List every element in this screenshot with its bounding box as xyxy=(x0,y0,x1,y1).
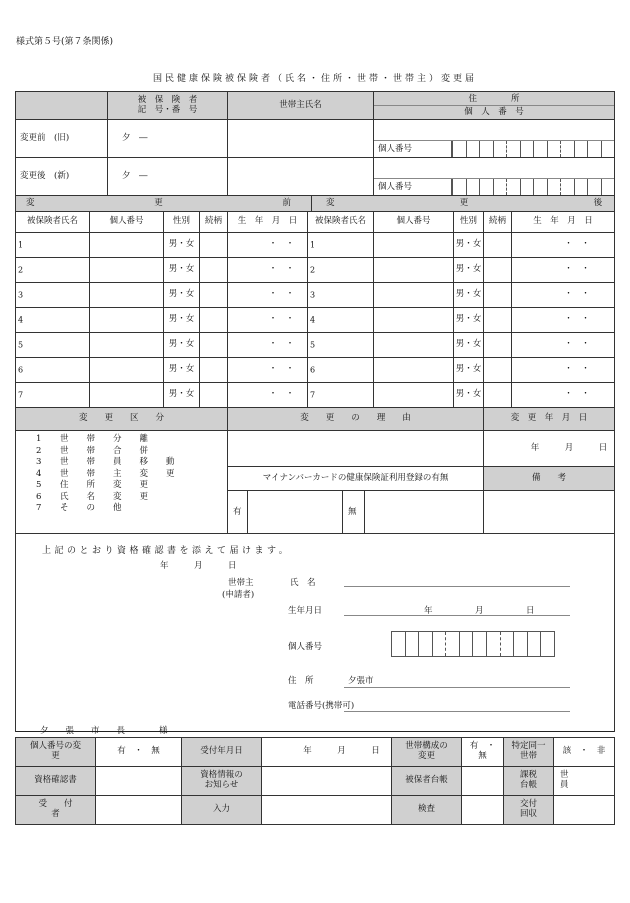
reason-title: 変 更 の 理 由 xyxy=(228,408,484,431)
member-dob-before[interactable]: ・ ・ xyxy=(228,258,308,283)
member-dob-after[interactable]: ・ ・ xyxy=(512,333,615,358)
has-input[interactable] xyxy=(248,491,343,533)
member-rel-before[interactable] xyxy=(200,358,228,383)
member-sex-before[interactable]: 男・女 xyxy=(164,283,200,308)
category-text: 世帯分離 xyxy=(60,434,167,444)
before-banner xyxy=(16,196,312,211)
member-pn-before[interactable] xyxy=(90,383,164,408)
col-pn-before: 個人番号 xyxy=(90,212,164,233)
member-pn-before[interactable] xyxy=(90,333,164,358)
after-address-cell xyxy=(374,158,615,196)
member-sex-after[interactable]: 男・女 xyxy=(454,233,484,258)
before-code-input[interactable]: 夕 ― xyxy=(108,120,228,158)
applicant-phone-line[interactable] xyxy=(344,711,570,712)
category-text: 世帯員移動 xyxy=(60,457,193,467)
col-name-before: 被保険者氏名 xyxy=(16,212,90,233)
member-rel-after[interactable] xyxy=(484,258,512,283)
member-rel-after[interactable] xyxy=(484,358,512,383)
row-number: 3 xyxy=(18,290,24,300)
issue-line2: 回収 xyxy=(519,809,537,819)
after-label: 変更後 (新) xyxy=(16,158,108,196)
pn-change-line2: 更 xyxy=(51,751,60,761)
row-number: 2 xyxy=(18,265,24,275)
applicant-role-sub: (申請者) xyxy=(222,590,255,600)
member-sex-before[interactable]: 男・女 xyxy=(164,233,200,258)
member-sex-after[interactable]: 男・女 xyxy=(454,383,484,408)
reception-label xyxy=(16,796,96,825)
member-name-before[interactable] xyxy=(16,233,90,258)
after-address-input[interactable] xyxy=(374,158,614,179)
applicant-address-line xyxy=(344,687,570,688)
specified-line1: 特定同一 xyxy=(511,741,546,752)
member-sex-before[interactable]: 男・女 xyxy=(164,308,200,333)
ledger-input[interactable] xyxy=(462,767,504,796)
before-label: 変更前 (旧) xyxy=(16,120,108,158)
member-sex-after[interactable]: 男・女 xyxy=(454,358,484,383)
member-name-after[interactable] xyxy=(308,333,374,358)
banner-char: 後 xyxy=(593,198,603,208)
member-pn-after[interactable] xyxy=(374,258,454,283)
member-pn-before[interactable] xyxy=(90,358,164,383)
category-num: 6 xyxy=(36,491,42,502)
pn-change-line1: 個人番号の変 xyxy=(29,741,81,752)
member-name-before[interactable] xyxy=(16,258,90,283)
category-list xyxy=(16,431,228,534)
category-text: 氏名変更 xyxy=(60,491,167,502)
member-name-before[interactable] xyxy=(16,383,90,408)
none-input[interactable] xyxy=(365,491,483,533)
member-pn-after[interactable] xyxy=(374,358,454,383)
ledger-label: 被保者台帳 xyxy=(392,767,462,796)
member-sex-after[interactable]: 男・女 xyxy=(454,333,484,358)
reception-line2: 者 xyxy=(51,809,60,819)
before-pn-boxes[interactable] xyxy=(452,141,614,157)
member-pn-before[interactable] xyxy=(90,308,164,333)
remarks-input[interactable] xyxy=(484,491,615,534)
member-rel-before[interactable] xyxy=(200,333,228,358)
member-dob-after[interactable]: ・ ・ xyxy=(512,283,615,308)
member-pn-after[interactable] xyxy=(374,383,454,408)
insured-label-2: 記 号・番 号 xyxy=(137,104,198,115)
category-item[interactable] xyxy=(36,469,227,481)
input-label: 入力 xyxy=(182,796,262,825)
category-num: 4 xyxy=(36,468,42,479)
member-row xyxy=(16,358,615,383)
category-num: 7 xyxy=(36,503,42,513)
category-num: 2 xyxy=(36,445,42,456)
issue-cell[interactable] xyxy=(554,796,615,825)
specified-applicable[interactable]: 該 ・ 非 xyxy=(554,738,615,767)
form-id: 様式第５号(第７条関係) xyxy=(16,37,114,47)
after-head-input[interactable] xyxy=(228,158,374,196)
member-name-before[interactable] xyxy=(16,333,90,358)
category-text: 住所変更 xyxy=(60,480,167,490)
change-date-input[interactable]: 年 月 日 xyxy=(484,431,615,467)
col-rel-after: 続柄 xyxy=(484,212,512,233)
member-sex-after[interactable]: 男・女 xyxy=(454,308,484,333)
category-text: その他 xyxy=(60,503,140,513)
row-number: 3 xyxy=(310,290,316,300)
member-rel-after[interactable] xyxy=(484,283,512,308)
check-label: 検査 xyxy=(392,796,462,825)
applicant-pn-boxes[interactable] xyxy=(391,631,555,657)
member-row xyxy=(16,333,615,358)
member-row xyxy=(16,383,615,408)
after-pn-label: 個人番号 xyxy=(374,179,452,195)
banner-char: 前 xyxy=(282,198,291,208)
tax-member-line1: 世 xyxy=(560,770,569,781)
applicant-dob-input[interactable]: 年 月 日 xyxy=(424,606,535,616)
change-banner xyxy=(16,196,615,212)
column-header-row xyxy=(16,212,615,233)
member-dob-after[interactable]: ・ ・ xyxy=(512,258,615,283)
after-code-input[interactable]: 夕 ― xyxy=(108,158,228,196)
member-rel-before[interactable] xyxy=(200,383,228,408)
qual-info-line1: 資格情報の xyxy=(200,770,243,781)
member-pn-after[interactable] xyxy=(374,283,454,308)
col-sex-after: 性別 xyxy=(454,212,484,233)
declaration-text: 上記のとおり資格確認書を添えて届けます。 xyxy=(42,546,292,556)
applicant-dob-label: 生年月日 xyxy=(288,606,323,616)
col-dob-after: 生 年 月 日 xyxy=(512,212,615,233)
applicant-name-line[interactable] xyxy=(344,586,570,587)
category-num: 1 xyxy=(36,434,42,444)
received-date-input[interactable]: 年 月 日 xyxy=(262,738,392,767)
reception-input[interactable] xyxy=(96,796,182,825)
mynumber-card-label: マイナンバーカードの健康保険証利用登録の有無 xyxy=(228,467,484,491)
office-use-table xyxy=(15,737,615,825)
tax-member-cell[interactable] xyxy=(554,767,615,796)
member-pn-before[interactable] xyxy=(90,258,164,283)
member-name-after[interactable] xyxy=(308,308,374,333)
household-change-label xyxy=(392,738,462,767)
address-label: 住 所 xyxy=(374,93,614,106)
personal-number-label: 個 人 番 号 xyxy=(464,106,524,117)
member-name-before[interactable] xyxy=(16,283,90,308)
household-change-yes-no[interactable]: 有 ・ 無 xyxy=(462,738,504,767)
member-dob-before[interactable]: ・ ・ xyxy=(228,383,308,408)
row-number: 7 xyxy=(310,390,316,400)
row-number: 7 xyxy=(18,390,24,400)
banner-char: 変 xyxy=(326,198,335,208)
member-rel-before[interactable] xyxy=(200,258,228,283)
member-sex-before[interactable]: 男・女 xyxy=(164,333,200,358)
member-row xyxy=(16,258,615,283)
category-text: 世帯主変更 xyxy=(60,468,193,479)
banner-char: 更 xyxy=(154,198,163,208)
reception-line1: 受 付 xyxy=(38,799,73,810)
member-name-after[interactable] xyxy=(308,283,374,308)
qual-cert-label: 資格確認書 xyxy=(16,767,96,796)
tax-ledger-label xyxy=(504,767,554,796)
category-title: 変 更 区 分 xyxy=(16,408,228,431)
category-item[interactable] xyxy=(36,446,227,458)
tax-line2: 台帳 xyxy=(519,780,537,790)
member-pn-before[interactable] xyxy=(90,283,164,308)
col-rel-before: 続柄 xyxy=(200,212,228,233)
pn-change-label xyxy=(16,738,96,767)
none-label: 無 xyxy=(343,491,365,533)
row-number: 6 xyxy=(310,365,316,375)
category-header-row xyxy=(16,408,615,431)
col-sex-before: 性別 xyxy=(164,212,200,233)
applicant-dob-line xyxy=(344,615,570,616)
insured-label-1: 被 保 険 者 xyxy=(137,94,198,105)
category-item[interactable] xyxy=(36,480,227,492)
applicant-address-value[interactable]: 夕張市 xyxy=(348,676,374,686)
tax-line1: 課税 xyxy=(519,770,537,781)
row-number: 1 xyxy=(18,240,24,250)
mayor-address: 夕 張 市 長 様 xyxy=(40,726,168,736)
banner-char: 変 xyxy=(26,198,35,208)
member-name-before[interactable] xyxy=(16,358,90,383)
member-row xyxy=(16,233,615,258)
member-sex-before[interactable]: 男・女 xyxy=(164,358,200,383)
member-dob-before[interactable]: ・ ・ xyxy=(228,333,308,358)
member-dob-after[interactable]: ・ ・ xyxy=(512,383,615,408)
category-item[interactable] xyxy=(36,457,227,469)
qual-info-line2: お知らせ xyxy=(204,780,239,790)
member-dob-after[interactable]: ・ ・ xyxy=(512,233,615,258)
household-change-line1: 世帯構成の xyxy=(405,741,448,752)
category-item[interactable] xyxy=(36,434,227,446)
row-number: 1 xyxy=(310,240,316,250)
after-banner xyxy=(312,196,614,211)
qual-info-label xyxy=(182,767,262,796)
qual-info-input[interactable] xyxy=(262,767,392,796)
row-number: 4 xyxy=(310,315,316,325)
specified-household-label xyxy=(504,738,554,767)
member-rel-after[interactable] xyxy=(484,383,512,408)
col-dob-before: 生 年 月 日 xyxy=(228,212,308,233)
row-number: 5 xyxy=(18,340,24,350)
date-title: 変 更 年 月 日 xyxy=(484,408,615,431)
input-cell[interactable] xyxy=(262,796,392,825)
member-sex-after[interactable]: 男・女 xyxy=(454,283,484,308)
member-dob-before[interactable]: ・ ・ xyxy=(228,283,308,308)
category-num: 3 xyxy=(36,457,42,467)
row-number: 5 xyxy=(310,340,316,350)
reason-input[interactable] xyxy=(228,431,484,467)
member-dob-before[interactable]: ・ ・ xyxy=(228,308,308,333)
member-name-before[interactable] xyxy=(16,308,90,333)
tax-member-line2: 員 xyxy=(560,780,569,790)
pn-change-yes-no[interactable]: 有 ・ 無 xyxy=(96,738,182,767)
issue-line1: 交付 xyxy=(519,799,537,810)
col-name-after: 被保険者氏名 xyxy=(308,212,374,233)
member-row xyxy=(16,283,615,308)
row-before xyxy=(16,120,615,158)
member-rel-after[interactable] xyxy=(484,333,512,358)
row-after xyxy=(16,158,615,196)
member-dob-before[interactable]: ・ ・ xyxy=(228,358,308,383)
member-pn-after[interactable] xyxy=(374,333,454,358)
before-pn-label: 個人番号 xyxy=(374,141,452,157)
issue-label xyxy=(504,796,554,825)
applicant-pn-label: 個人番号 xyxy=(288,642,323,652)
applicant-role: 世帯主 xyxy=(228,578,254,588)
before-head-input[interactable] xyxy=(228,120,374,158)
member-dob-after[interactable]: ・ ・ xyxy=(512,308,615,333)
col-pn-after: 個人番号 xyxy=(374,212,454,233)
applicant-name-label: 氏 名 xyxy=(290,578,316,588)
member-sex-after[interactable]: 男・女 xyxy=(454,258,484,283)
check-cell[interactable] xyxy=(462,796,504,825)
has-label: 有 xyxy=(228,491,248,533)
remarks-label: 備 考 xyxy=(484,467,615,491)
received-date-label: 受付年月日 xyxy=(182,738,262,767)
household-change-line2: 変更 xyxy=(417,751,435,761)
member-name-after[interactable] xyxy=(308,383,374,408)
category-text: 世帯合併 xyxy=(60,445,167,456)
member-rel-before[interactable] xyxy=(200,233,228,258)
form-title: 国民健康保険被保険者（氏名・住所・世帯・世帯主）変更届 xyxy=(152,74,477,84)
category-item[interactable] xyxy=(36,492,227,504)
applicant-address-label: 住 所 xyxy=(288,676,314,686)
member-pn-after[interactable] xyxy=(374,233,454,258)
member-name-after[interactable] xyxy=(308,358,374,383)
member-row xyxy=(16,308,615,333)
member-pn-after[interactable] xyxy=(374,308,454,333)
qual-cert-input[interactable] xyxy=(96,767,182,796)
household-head-header: 世帯主氏名 xyxy=(228,92,374,120)
declaration-date[interactable]: 年 月 日 xyxy=(160,561,237,571)
member-dob-after[interactable]: ・ ・ xyxy=(512,358,615,383)
member-rel-after[interactable] xyxy=(484,308,512,333)
member-rel-before[interactable] xyxy=(200,308,228,333)
member-name-after[interactable] xyxy=(308,258,374,283)
member-pn-before[interactable] xyxy=(90,233,164,258)
row-number: 4 xyxy=(18,315,24,325)
applicant-phone-label: 電話番号(携帯可) xyxy=(288,701,355,711)
specified-line2: 世帯 xyxy=(519,751,537,761)
banner-char: 更 xyxy=(459,198,469,208)
before-address-cell xyxy=(374,120,615,158)
after-pn-boxes[interactable] xyxy=(452,179,614,195)
before-address-input[interactable] xyxy=(374,120,614,141)
category-num: 5 xyxy=(36,480,42,490)
address-header xyxy=(374,92,615,120)
member-name-after[interactable] xyxy=(308,233,374,258)
member-sex-before[interactable]: 男・女 xyxy=(164,383,200,408)
member-sex-before[interactable]: 男・女 xyxy=(164,258,200,283)
member-dob-before[interactable]: ・ ・ xyxy=(228,233,308,258)
member-rel-before[interactable] xyxy=(200,283,228,308)
insured-number-header xyxy=(108,92,228,120)
member-rel-after[interactable] xyxy=(484,233,512,258)
row-number: 2 xyxy=(310,265,316,275)
row-number: 6 xyxy=(18,365,24,375)
category-item[interactable] xyxy=(36,503,227,515)
